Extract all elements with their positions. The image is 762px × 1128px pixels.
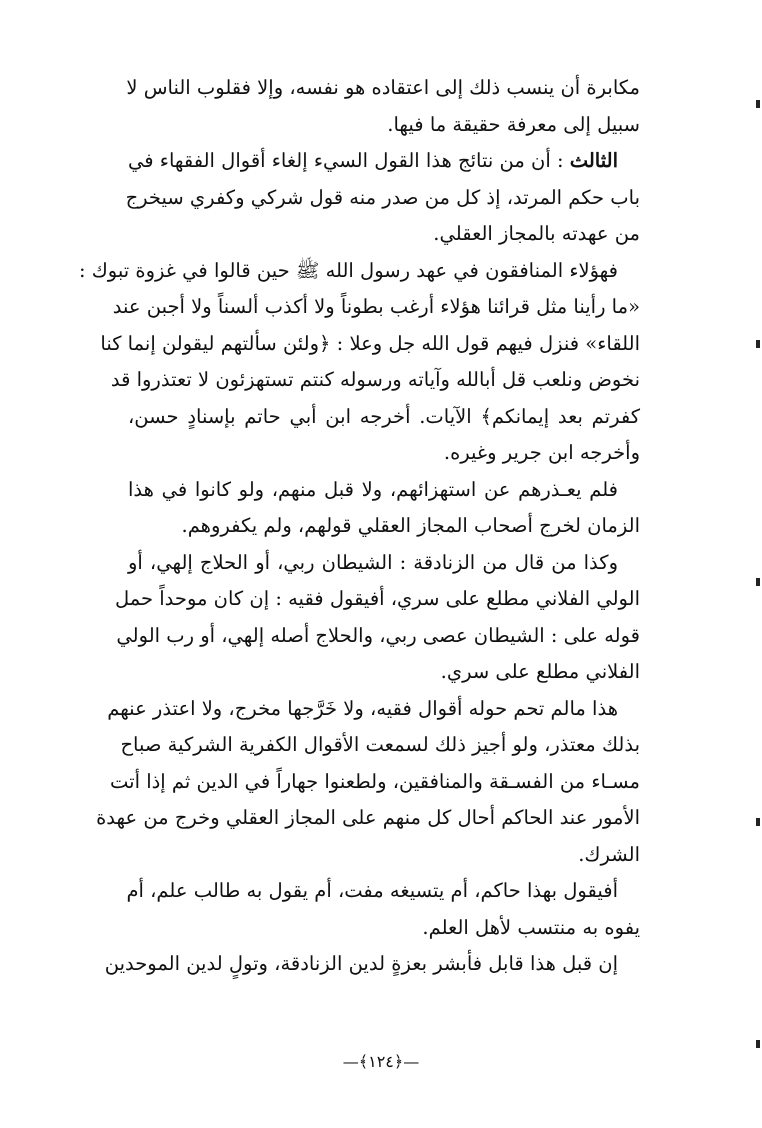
text-line: مكابرة أن ينسب ذلك إلى اعتقاده هو نفسه، وإلا فقلوب الناس لا: [126, 76, 640, 99]
text-line: إن قبل هذا قابل فأبشر بعزةٍ لدين الزنادقة، وتولٍ لدين الموحدين: [104, 952, 618, 975]
margin-mark: [756, 578, 760, 586]
text-line: أفيقول بهذا حاكم، أم يتسيغه مفت، أم يقول به طالب علم، أم: [126, 879, 618, 902]
text-line: الشرك.: [578, 842, 640, 866]
text-line: اللقاء» فنزل فيهم قول الله جل وعلا : ﴿ولئن سألتهم ليقولن إنما كنا: [100, 331, 640, 355]
text-line: مسـاء من الفسـقة والمنافقين، ولطعنوا جهاراً في الدين ثم إذا أتت: [110, 769, 640, 793]
paragraph-2: [125, 143, 640, 253]
text-line: نخوض ونلعب قل أبالله وآياته ورسوله كنتم تستهزئون لا تعتذروا قد: [110, 368, 640, 391]
text-line: هذا مالم تحم حوله أقوال فقيه، ولا خَرَّجها مخرج، ولا اعتذر عنهم: [107, 696, 618, 720]
paragraph-3: [78, 253, 640, 472]
margin-mark: [756, 1040, 760, 1048]
paragraph-8: [104, 946, 640, 983]
text-line: من عهدته بالمجاز العقلي.: [433, 222, 640, 245]
margin-mark: [756, 100, 760, 108]
text-line: الولي الفلاني مطلع على سري، أفيقول فقيه : إن كان موحداً حمل: [114, 587, 640, 610]
text-line: الفلاني مطلع على سري.: [440, 660, 640, 683]
text-line: فهؤلاء المنافقون في عهد رسول الله ﷺ حين قالوا في غزوة تبوك :: [78, 258, 618, 282]
text-line: فلم يعـذرهم عن استهزائهم، ولا قبل منهم، ولو كانوا في هذا: [128, 477, 618, 501]
page-body: [78, 70, 640, 983]
paragraph-6: [96, 691, 640, 874]
paragraph-4: [128, 472, 640, 545]
text-line: كفرتم بعد إيمانكم﴾ الآيات. أخرجه ابن أبي حاتم بإسنادٍ حسن،: [128, 404, 640, 428]
text-line: باب حكم المرتد، إذ كل من صدر منه قول شركي وكفري سيخرج: [125, 185, 640, 209]
paragraph-7: [128, 873, 640, 946]
text-line: يفوه به منتسب لأهل العلم.: [422, 915, 640, 939]
text-line: سبيل إلى معرفة حقيقة ما فيها.: [387, 112, 640, 136]
text-line: قوله على : الشيطان عصى ربي، والحلاج أصله إلهي، أو رب الولي: [116, 623, 640, 647]
page-number: —﴿١٢٤﴾—: [342, 1052, 420, 1071]
text-line: الزمان لخرج أصحاب المجاز العقلي قولهم، ولم يكفروهم.: [181, 514, 640, 537]
text-line: وأخرجه ابن جرير وغيره.: [443, 441, 640, 464]
paragraph-1: [128, 70, 640, 143]
text-line: بذلك معتذر، ولو أجيز ذلك لسمعت الأقوال الكفرية الشركية صباح: [120, 733, 640, 756]
margin-mark: [756, 340, 760, 348]
text-line: [128, 143, 640, 180]
margin-mark: [756, 818, 760, 826]
text-line: الأمور عند الحاكم أحال كل منهم على المجاز العقلي وخرج من عهدة: [96, 806, 640, 829]
section-lead-word: الثالث: [569, 149, 618, 172]
text-line: «ما رأينا مثل قرائنا هؤلاء أرغب بطوناً ولا أكذب ألسناً ولا أجبن عند: [112, 295, 640, 318]
text-line: وكذا من قال من الزنادقة : الشيطان ربي، أو الحلاج إلهي، أو: [128, 550, 618, 574]
paragraph-5: [114, 545, 640, 691]
text-segment: : أن من نتائج هذا القول السيء إلغاء أقوال الفقهاء في: [128, 149, 564, 172]
